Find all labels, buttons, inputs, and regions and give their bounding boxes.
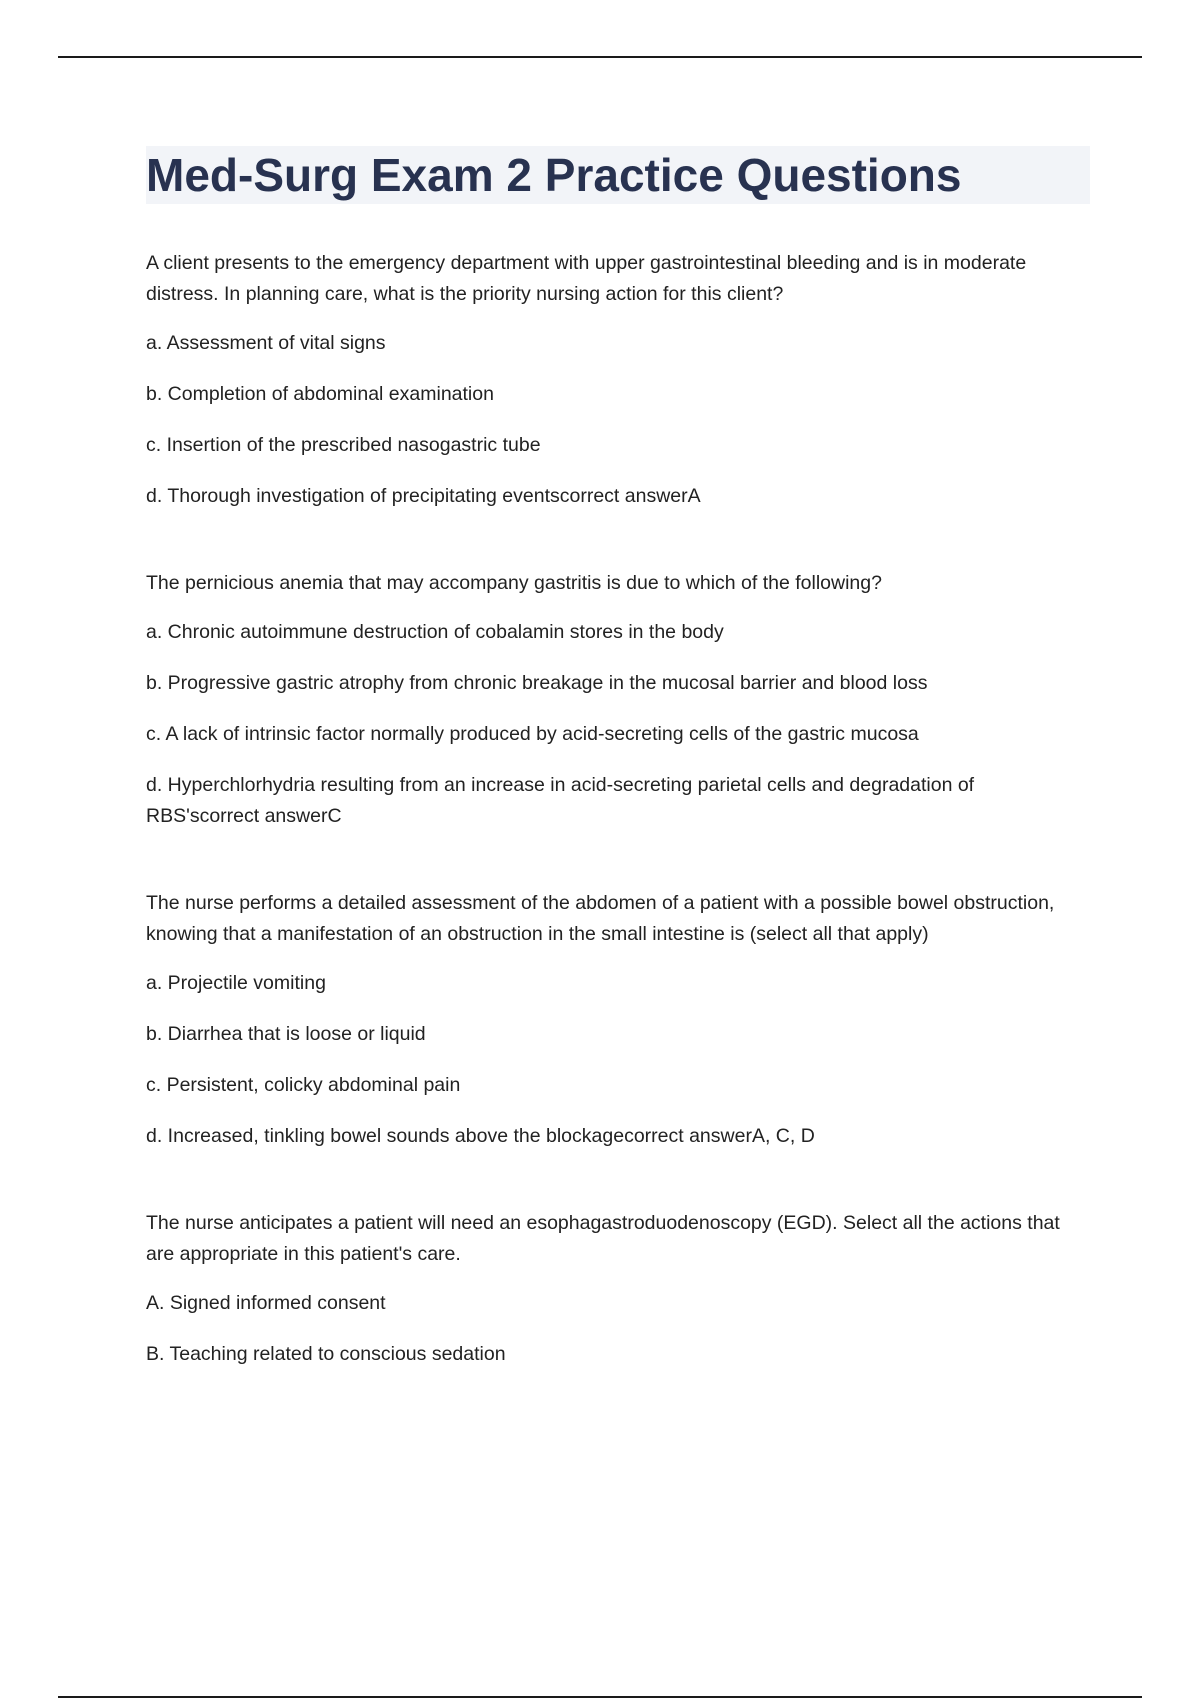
question-text: The nurse performs a detailed assessment of the abdomen of a patient with a possible bowel obstruction, knowing that a manifestation of an obstruction in the small intestine is (select all that apply)	[146, 892, 1055, 945]
question-3	[146, 888, 1090, 1152]
bottom-rule	[58, 1696, 1142, 1698]
question-4	[146, 1208, 1090, 1370]
answer-option: d. Thorough investigation of precipitating eventscorrect answerA	[146, 485, 701, 507]
answer-option: b. Diarrhea that is loose or liquid	[146, 1023, 426, 1045]
top-rule	[58, 56, 1142, 58]
page-title: Med-Surg Exam 2 Practice Questions	[146, 149, 962, 201]
answer-option: c. A lack of intrinsic factor normally produced by acid-secreting cells of the gastric mucosa	[146, 723, 919, 745]
question-text: A client presents to the emergency department with upper gastrointestinal bleeding and is in moderate distress. In planning care, what is the priority nursing action for this client?	[146, 252, 1027, 305]
question-2	[146, 568, 1090, 832]
answer-option: a. Projectile vomiting	[146, 972, 326, 994]
answer-option: A. Signed informed consent	[146, 1292, 386, 1314]
question-text: The nurse anticipates a patient will need an esophagastroduodenoscopy (EGD). Select all the actions that are appropriate in this patient's care.	[146, 1212, 1060, 1265]
answer-option: d. Increased, tinkling bowel sounds above the blockagecorrect answerA, C, D	[146, 1125, 815, 1147]
answer-option: B. Teaching related to conscious sedation	[146, 1343, 506, 1365]
answer-option: a. Chronic autoimmune destruction of cobalamin stores in the body	[146, 621, 724, 643]
answer-option: c. Insertion of the prescribed nasogastric tube	[146, 434, 541, 456]
answer-option: c. Persistent, colicky abdominal pain	[146, 1074, 461, 1096]
question-1	[146, 248, 1090, 512]
question-text: The pernicious anemia that may accompany gastritis is due to which of the following?	[146, 572, 882, 594]
answer-option: b. Progressive gastric atrophy from chronic breakage in the mucosal barrier and blood loss	[146, 672, 928, 694]
document-body	[146, 146, 1090, 1426]
answer-option: b. Completion of abdominal examination	[146, 383, 494, 405]
answer-option: a. Assessment of vital signs	[146, 332, 386, 354]
answer-option: d. Hyperchlorhydria resulting from an increase in acid-secreting parietal cells and degradation of RBS'scorrect answerC	[146, 774, 975, 827]
title-banner	[146, 146, 1090, 204]
